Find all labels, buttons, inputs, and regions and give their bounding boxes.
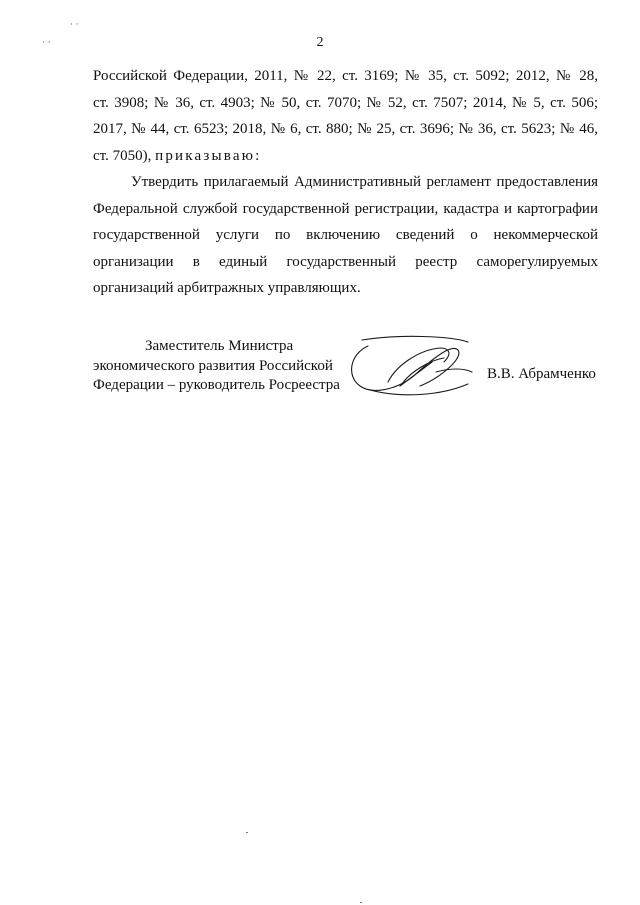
text-line: организации в единый государственный реестр саморегулируемых: [93, 253, 598, 270]
paragraph-order: [93, 169, 598, 302]
scan-artifact: · ·: [70, 20, 79, 30]
scan-artifact: · ·: [42, 38, 51, 48]
text-line: государственной услуги по включению сведений о некоммерческой: [93, 227, 598, 243]
text-line-prefix: ст. 7050),: [93, 147, 156, 164]
text-line: ст. 3908; № 36, ст. 4903; № 50, ст. 7070; № 52, ст. 7507; 2014, № 5, ст. 506;: [93, 94, 598, 111]
scan-artifact: [360, 902, 362, 903]
scan-artifact: [246, 832, 248, 833]
text-line: организаций арбитражных управляющих.: [93, 280, 361, 296]
signer-name: В.В. Абрамченко: [487, 366, 596, 382]
signer-position-line: Заместитель Министра: [145, 338, 294, 354]
handwritten-signature: [340, 332, 490, 402]
paragraph-legal-references: [93, 63, 598, 169]
page-number: 2: [316, 35, 324, 50]
order-word: приказываю:: [155, 147, 262, 164]
text-line: 2017, № 44, ст. 6523; 2018, № 6, ст. 880; № 25, ст. 3696; № 36, ст. 5623; № 46,: [93, 121, 598, 137]
signer-position-line: Федерации – руководитель Росреестра: [93, 377, 340, 393]
text-line-last: [93, 143, 598, 170]
signer-position-line: экономического развития Российской: [93, 357, 333, 374]
text-line: Федеральной службой государственной регистрации, кадастра и картографии: [93, 200, 598, 217]
text-line: Российской Федерации, 2011, № 22, ст. 3169; № 35, ст. 5092; 2012, № 28,: [93, 68, 598, 84]
signer-position: [93, 337, 340, 396]
text-line: Утвердить прилагаемый Административный регламент предоставления: [131, 174, 598, 190]
